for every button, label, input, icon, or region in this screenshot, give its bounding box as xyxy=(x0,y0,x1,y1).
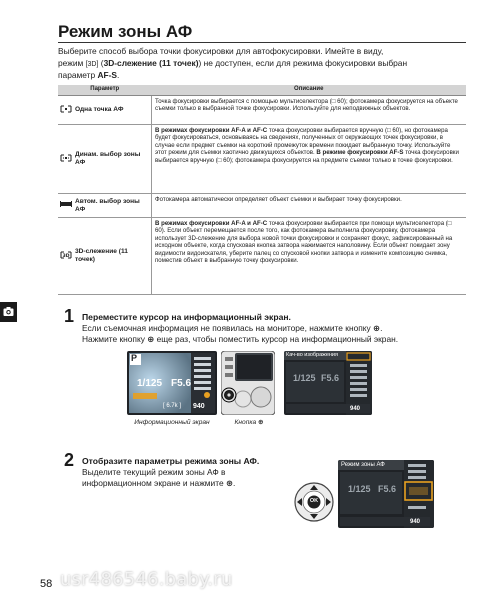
step-2-heading: Отобразите параметры режима зоны АФ. xyxy=(82,456,260,466)
info-button-icon: ⊕ xyxy=(373,323,381,333)
shutter-speed: 1/125 xyxy=(137,378,163,389)
info-screen-cursor xyxy=(284,351,372,415)
intro-line-3-post: . xyxy=(117,70,120,80)
auto-area-icon xyxy=(60,200,72,210)
camera-section-tab xyxy=(0,302,17,322)
button-caption xyxy=(224,419,274,427)
mode-indicator: P xyxy=(131,353,138,363)
page-title: Режим зоны АФ xyxy=(58,22,193,41)
description-emphasis: В режимах фокусировки AF-A и AF-C xyxy=(155,127,268,134)
multi-selector-illustration xyxy=(294,482,334,522)
step-2-line-1: Выделите текущий режим зоны АФ в xyxy=(82,467,226,477)
info-display-screen xyxy=(127,351,217,415)
step-1-line-2-pre: Нажмите кнопку xyxy=(82,334,148,344)
step-1-heading: Переместите курсор на информационный экран. xyxy=(82,312,291,322)
info-button-icon: ⊕ xyxy=(147,334,155,344)
aperture-value: F5.6 xyxy=(321,373,340,383)
column-header-parameter: Параметр xyxy=(58,85,152,96)
description-cell xyxy=(152,194,467,218)
ok-button-icon: ⊛ xyxy=(225,478,233,488)
button-caption-text: Кнопка xyxy=(234,419,258,426)
single-point-icon xyxy=(60,105,72,115)
description-cell xyxy=(152,96,467,125)
description-emphasis: В режимах фокусировки AF-A и AF-C xyxy=(155,220,268,227)
shots-remaining: 940 xyxy=(350,406,361,412)
page-number: 58 xyxy=(40,578,53,590)
parameter-name: Одна точка АФ xyxy=(75,106,124,113)
description-text: точка фокусировки выбирается вручную (□ 60), но фотокамера будет фокусироваться, основываясь на сведениях, полученных от окружающих точек фокусировки, в случае если предмет съемки на короткий промежуток времени покидает выбранную точку. Используйте этот режим для съемки хаотично движущихся объектов. xyxy=(155,127,451,157)
step-1-line-1-end: . xyxy=(380,323,383,333)
parameter-name: Автом. выбор зоны АФ xyxy=(75,197,140,213)
buffer-count: [ 6.7k ] xyxy=(163,403,182,409)
3d-tracking-icon xyxy=(60,251,72,261)
info-button-icon: ⊕ xyxy=(257,419,264,426)
af-area-mode-screen-graphic xyxy=(338,460,434,528)
shots-remaining: 940 xyxy=(410,519,421,525)
ok-button-label: OK xyxy=(309,498,319,504)
description-text: 60); фотокамера фокусируется на объекте съемки только в выбранной точке фокусировки. Используйте для неподвижных объектов. xyxy=(155,98,458,113)
shutter-speed: 1/125 xyxy=(293,373,316,383)
aperture-value: F5.6 xyxy=(378,484,397,494)
description-text: точка фокусировки выбирается при помощи мультиселектора (□ 60). Если объект перемещается после того, как фотокамера выполнила фокусировку, фотокамера использует 3D-слежение для выбора новой точки фокусировки и сохраняет фокус, зафиксированный на исходном объекте, когда спусковая кнопка затвора нажимается наполовину. Если объект покидает зону видимости видоискателя, уберите палец со спусковой кнопки затвора и измените композицию снимка, поместив объект в выбранную точку фокусировки. xyxy=(155,220,453,265)
description-cell xyxy=(152,125,467,194)
description-text: □ xyxy=(331,98,336,105)
table-row xyxy=(58,194,466,218)
step-2-body xyxy=(82,467,292,489)
parameter-cell xyxy=(58,194,152,218)
af-area-mode-table xyxy=(58,85,466,295)
step-1-line-1: Если съемочная информация не появилась на мониторе, нажмите кнопку xyxy=(82,323,374,333)
step-1-line-2-post: еще раз, чтобы поместить курсор на информационный экран. xyxy=(154,334,399,344)
description-text: Точка фокусировки выбирается с помощью мультиселектора ( xyxy=(155,98,332,105)
watermark: usr486546.baby.ru xyxy=(60,569,233,590)
parameter-cell xyxy=(58,218,152,295)
step-1-number: 1 xyxy=(64,306,75,326)
shutter-speed: 1/125 xyxy=(348,484,371,494)
screen-title: Кач-во изображения xyxy=(286,352,338,358)
parameter-cell xyxy=(58,96,152,125)
camera-icon xyxy=(3,306,14,317)
step-2-line-2-pre: информационном экране и нажмите xyxy=(82,478,226,488)
intro-afs-label: AF-S xyxy=(97,70,118,80)
step-2-number: 2 xyxy=(64,450,75,470)
table-header-row xyxy=(58,85,466,96)
dynamic-area-icon xyxy=(60,154,72,164)
description-text: точка фокусировки выбирается вручную (□ 60); фотокамера фокусируется на предмете съемки только в точке фокусировки. xyxy=(155,149,459,164)
parameter-cell xyxy=(58,125,152,194)
intro-3d-mode-name: 3D-слежение (11 точек) xyxy=(103,57,199,68)
column-header-description: Описание xyxy=(152,85,467,96)
description-text: Фотокамера автоматически определяет объект съемки и выбирает точку фокусировки. xyxy=(155,196,402,203)
description-cell xyxy=(152,218,467,295)
intro-line-1: Выберите способ выбора точки фокусировки для автофокусировки. Имейте в виду, xyxy=(58,46,384,56)
table-row xyxy=(58,218,466,295)
intro-line-2-pre: режим xyxy=(58,57,86,68)
intro-line-2-post: не доступен, если для режима фокусировки выбран xyxy=(201,57,408,68)
3d-tracking-inline-icon: [3D] xyxy=(85,60,99,68)
table-row xyxy=(58,96,466,125)
parameter-name: Динам. выбор зоны АФ xyxy=(75,151,141,166)
screen-title: Режим зоны АФ xyxy=(341,461,385,468)
title-divider xyxy=(58,42,466,43)
table-row xyxy=(58,125,466,194)
camera-body-graphic xyxy=(221,351,275,415)
intro-line-3-pre: параметр xyxy=(58,70,98,80)
info-screen-caption: Информационный экран xyxy=(134,419,210,426)
description-emphasis: В режиме фокусировки AF-S xyxy=(316,149,404,157)
svg-text:3D: 3D xyxy=(62,253,70,259)
step-2-line-2-post: . xyxy=(233,478,236,488)
camera-back-illustration xyxy=(221,351,275,415)
af-area-mode-screen xyxy=(338,460,434,528)
parameter-name: 3D-слежение (11 точек) xyxy=(75,248,128,263)
intro-paragraph: Выберите способ выбора точки фокусировки для автофокусировки. Имейте в виду, режим [3D] (3D-слежение (11 точек)) не доступен, если для режима фокусировки выбран параметр AF-S. xyxy=(58,46,408,80)
shots-remaining: 940 xyxy=(193,403,205,410)
step-1-body xyxy=(82,323,462,345)
aperture-value: F5.6 xyxy=(171,378,192,389)
